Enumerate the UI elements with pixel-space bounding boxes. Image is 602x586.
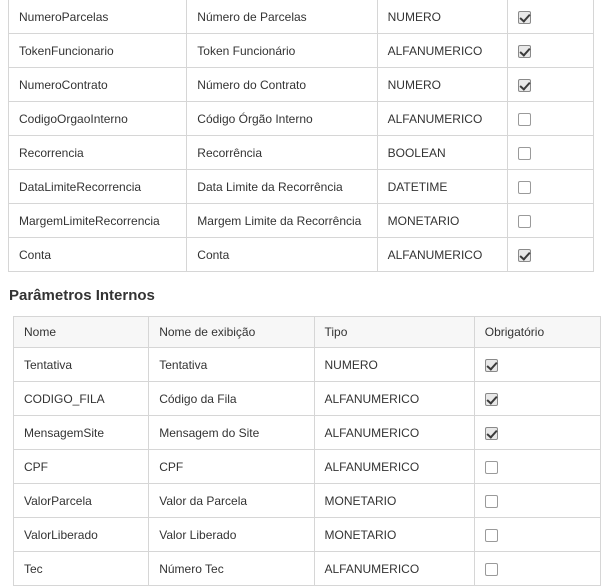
cell-nome: ValorParcela	[14, 484, 149, 518]
checkbox-unchecked-icon[interactable]	[518, 147, 531, 160]
table-row[interactable]	[14, 348, 601, 382]
internal-parameters-heading: Parâmetros Internos	[9, 287, 155, 304]
cell-obrigatorio	[474, 552, 600, 586]
checkbox-unchecked-icon[interactable]	[485, 461, 498, 474]
cell-nome-exibicao: Número do Contrato	[187, 68, 377, 102]
table-row[interactable]	[14, 382, 601, 416]
checkbox-unchecked-icon[interactable]	[485, 495, 498, 508]
cell-nome: CodigoOrgaoInterno	[9, 102, 187, 136]
cell-tipo: ALFANUMERICO	[314, 382, 474, 416]
cell-obrigatorio	[474, 416, 600, 450]
table-row[interactable]	[9, 0, 594, 34]
column-header-nome[interactable]: Nome	[14, 317, 149, 348]
cell-tipo: ALFANUMERICO	[377, 238, 507, 272]
cell-nome-exibicao: Código da Fila	[149, 382, 314, 416]
table-row[interactable]	[14, 484, 601, 518]
cell-obrigatorio	[474, 450, 600, 484]
cell-nome: MargemLimiteRecorrencia	[9, 204, 187, 238]
cell-nome: NumeroContrato	[9, 68, 187, 102]
cell-tipo: ALFANUMERICO	[314, 416, 474, 450]
cell-tipo: ALFANUMERICO	[314, 450, 474, 484]
table-row[interactable]	[14, 416, 601, 450]
table-row[interactable]	[9, 136, 594, 170]
cell-nome-exibicao: Número Tec	[149, 552, 314, 586]
cell-tipo: DATETIME	[377, 170, 507, 204]
column-header-tipo[interactable]: Tipo	[314, 317, 474, 348]
table-row[interactable]	[9, 170, 594, 204]
table-row[interactable]	[9, 102, 594, 136]
cell-nome-exibicao: CPF	[149, 450, 314, 484]
cell-obrigatorio	[507, 170, 593, 204]
cell-tipo: ALFANUMERICO	[377, 102, 507, 136]
cell-obrigatorio	[507, 34, 593, 68]
cell-obrigatorio	[507, 136, 593, 170]
checkbox-unchecked-icon[interactable]	[518, 113, 531, 126]
cell-tipo: BOOLEAN	[377, 136, 507, 170]
checkbox-checked-icon[interactable]	[518, 249, 531, 262]
cell-tipo: MONETARIO	[377, 204, 507, 238]
cell-obrigatorio	[474, 518, 600, 552]
checkbox-checked-icon[interactable]	[518, 45, 531, 58]
cell-nome-exibicao: Código Órgão Interno	[187, 102, 377, 136]
cell-obrigatorio	[507, 102, 593, 136]
checkbox-checked-icon[interactable]	[518, 79, 531, 92]
cell-nome-exibicao: Data Limite da Recorrência	[187, 170, 377, 204]
external-parameters-table-body	[9, 0, 594, 272]
cell-obrigatorio	[507, 68, 593, 102]
cell-nome-exibicao: Valor Liberado	[149, 518, 314, 552]
cell-tipo: ALFANUMERICO	[314, 552, 474, 586]
internal-parameters-table-head	[14, 317, 601, 348]
checkbox-checked-icon[interactable]	[485, 393, 498, 406]
checkbox-checked-icon[interactable]	[485, 427, 498, 440]
internal-parameters-table	[13, 316, 601, 586]
external-parameters-table-wrapper	[8, 0, 594, 272]
cell-tipo: MONETARIO	[314, 518, 474, 552]
table-row[interactable]	[14, 450, 601, 484]
checkbox-checked-icon[interactable]	[518, 11, 531, 24]
external-parameters-table	[8, 0, 594, 272]
internal-parameters-table-wrapper	[13, 316, 601, 586]
cell-nome-exibicao: Margem Limite da Recorrência	[187, 204, 377, 238]
cell-tipo: MONETARIO	[314, 484, 474, 518]
table-row[interactable]	[14, 552, 601, 586]
cell-tipo: NUMERO	[314, 348, 474, 382]
table-row[interactable]	[9, 68, 594, 102]
cell-nome: TokenFuncionario	[9, 34, 187, 68]
table-row[interactable]	[9, 34, 594, 68]
cell-obrigatorio	[474, 484, 600, 518]
cell-nome: DataLimiteRecorrencia	[9, 170, 187, 204]
cell-nome: CODIGO_FILA	[14, 382, 149, 416]
cell-obrigatorio	[507, 0, 593, 34]
checkbox-checked-icon[interactable]	[485, 359, 498, 372]
cell-nome-exibicao: Tentativa	[149, 348, 314, 382]
checkbox-unchecked-icon[interactable]	[485, 529, 498, 542]
cell-tipo: NUMERO	[377, 0, 507, 34]
checkbox-unchecked-icon[interactable]	[485, 563, 498, 576]
cell-nome: NumeroParcelas	[9, 0, 187, 34]
cell-nome: MensagemSite	[14, 416, 149, 450]
cell-nome: ValorLiberado	[14, 518, 149, 552]
cell-nome: CPF	[14, 450, 149, 484]
checkbox-unchecked-icon[interactable]	[518, 181, 531, 194]
cell-nome-exibicao: Mensagem do Site	[149, 416, 314, 450]
cell-nome-exibicao: Conta	[187, 238, 377, 272]
internal-parameters-table-body	[14, 348, 601, 586]
cell-nome-exibicao: Token Funcionário	[187, 34, 377, 68]
cell-nome: Tec	[14, 552, 149, 586]
column-header-nome-exibicao[interactable]: Nome de exibição	[149, 317, 314, 348]
cell-tipo: ALFANUMERICO	[377, 34, 507, 68]
cell-nome: Tentativa	[14, 348, 149, 382]
cell-nome: Conta	[9, 238, 187, 272]
column-header-obrigatorio[interactable]: Obrigatório	[474, 317, 600, 348]
cell-obrigatorio	[507, 204, 593, 238]
cell-nome-exibicao: Recorrência	[187, 136, 377, 170]
cell-nome: Recorrencia	[9, 136, 187, 170]
table-row[interactable]	[9, 238, 594, 272]
cell-obrigatorio	[474, 382, 600, 416]
table-header-row	[14, 317, 601, 348]
cell-obrigatorio	[507, 238, 593, 272]
cell-obrigatorio	[474, 348, 600, 382]
cell-nome-exibicao: Número de Parcelas	[187, 0, 377, 34]
table-row[interactable]	[14, 518, 601, 552]
table-row[interactable]	[9, 204, 594, 238]
cell-tipo: NUMERO	[377, 68, 507, 102]
cell-nome-exibicao: Valor da Parcela	[149, 484, 314, 518]
checkbox-unchecked-icon[interactable]	[518, 215, 531, 228]
